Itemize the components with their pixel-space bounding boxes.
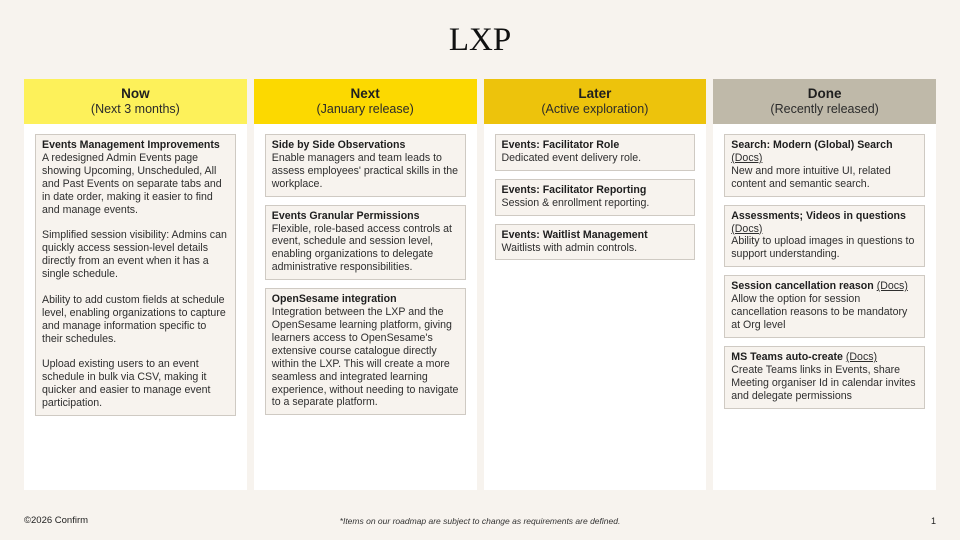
roadmap-card <box>495 134 696 171</box>
roadmap-card <box>35 134 236 416</box>
docs-link[interactable]: (Docs) <box>731 151 763 164</box>
column-header <box>484 79 707 124</box>
page-number: 1 <box>930 516 936 526</box>
column-header <box>24 79 247 124</box>
column-later <box>484 79 707 490</box>
roadmap-disclaimer: *Items on our roadmap are subject to change as requirements are defined. <box>339 516 621 526</box>
roadmap-card <box>495 224 696 261</box>
column-heading: Later <box>578 86 612 101</box>
card-title-line <box>731 280 918 293</box>
card-title: Events: Waitlist Management <box>501 228 648 241</box>
card-title-line <box>272 293 459 306</box>
card-title-line <box>502 229 689 242</box>
roadmap-card <box>724 134 925 197</box>
card-title-line <box>502 139 689 152</box>
column-body <box>254 124 477 415</box>
card-title: Events Granular Permissions <box>271 209 420 222</box>
card-title-line <box>731 139 918 152</box>
card-description: Flexible, role-based access controls at event, schedule and session level, enabling organizations to delegate administrative responsibilities. <box>271 222 452 274</box>
card-title-line <box>731 210 918 223</box>
copyright: ©2026 Confirm <box>24 515 89 526</box>
card-description: Session & enrollment reporting. <box>501 196 650 209</box>
card-title: Assessments; Videos in questions <box>731 209 906 222</box>
card-description: Allow the option for session cancellation reasons to be mandatory at Org level <box>731 293 908 331</box>
column-next <box>254 79 477 490</box>
column-now <box>24 79 247 490</box>
column-subheading: (Active exploration) <box>541 102 649 116</box>
column-subheading: (Next 3 months) <box>90 102 180 116</box>
docs-line <box>731 152 918 165</box>
roadmap-card <box>724 205 925 268</box>
docs-line <box>731 223 918 236</box>
roadmap-columns <box>24 79 936 490</box>
card-description: Waitlists with admin controls. <box>501 241 638 254</box>
card-title-line <box>272 210 459 223</box>
column-heading: Next <box>350 86 380 101</box>
card-title-line <box>502 184 689 197</box>
column-header <box>713 79 936 124</box>
card-title: Events: Facilitator Reporting <box>501 183 647 196</box>
column-header <box>254 79 477 124</box>
page-title: LXP <box>448 22 512 58</box>
paragraph-gap <box>42 345 229 358</box>
card-description: New and more intuitive UI, related content and semantic search. <box>731 164 891 190</box>
card-title: OpenSesame integration <box>271 293 397 306</box>
roadmap-card <box>265 134 466 197</box>
card-description: Enable managers and team leads to assess employees' practical skills in the workplace. <box>271 151 459 190</box>
column-heading: Done <box>807 86 842 101</box>
column-heading: Now <box>121 86 150 101</box>
card-title: Events Management Improvements <box>42 139 220 151</box>
column-body <box>484 124 707 260</box>
roadmap-card <box>265 288 466 415</box>
card-description: Integration between the LXP and the OpenSesame learning platform, giving learners access to OpenSesame's extensive course catalogue directly within the LXP. This will create a more seamless and integrated learning experience, without needing to navigate to a separate platform. <box>271 306 459 409</box>
column-done <box>713 79 936 490</box>
paragraph-gap <box>42 281 229 294</box>
card-title: MS Teams auto-create <box>731 350 843 363</box>
card-title-line <box>42 139 229 152</box>
column-subheading: (January release) <box>316 102 414 116</box>
card-title: Side by Side Observations <box>271 139 406 151</box>
card-title: Search: Modern (Global) Search <box>731 139 893 151</box>
roadmap-card <box>724 346 925 409</box>
docs-link[interactable]: (Docs) <box>731 222 763 235</box>
column-body <box>24 124 247 416</box>
card-title-line <box>731 351 918 364</box>
column-subheading: (Recently released) <box>770 102 879 116</box>
docs-link[interactable]: (Docs) <box>845 350 878 363</box>
roadmap-card <box>265 205 466 281</box>
card-title: Session cancellation reason <box>731 280 874 293</box>
column-body <box>713 124 936 409</box>
card-description: Simplified session visibility: Admins can quickly access session-level details directly from an event when it has a single schedule. <box>42 229 227 281</box>
card-description: Dedicated event delivery role. <box>501 151 642 164</box>
card-description: Ability to upload images in questions to support understanding. <box>731 235 915 261</box>
card-title-line <box>272 139 459 152</box>
card-description: Upload existing users to an event schedule in bulk via CSV, making it quicker and easier to manage event participation. <box>42 358 211 410</box>
roadmap-card <box>495 179 696 216</box>
card-title: Events: Facilitator Role <box>501 139 620 151</box>
docs-link[interactable]: (Docs) <box>876 280 908 293</box>
card-description: Create Teams links in Events, share Meeting organiser Id in calendar invites and delegate permissions <box>731 363 916 402</box>
card-description: A redesigned Admin Events page showing Upcoming, Unscheduled, All and Past Events on separate tabs and in date order, making it easier to find and manage events. <box>42 151 222 216</box>
card-description: Ability to add custom fields at schedule level, enabling organizations to capture and manage information specific to their schedules. <box>42 293 226 345</box>
paragraph-gap <box>42 216 229 229</box>
roadmap-card <box>724 275 925 338</box>
